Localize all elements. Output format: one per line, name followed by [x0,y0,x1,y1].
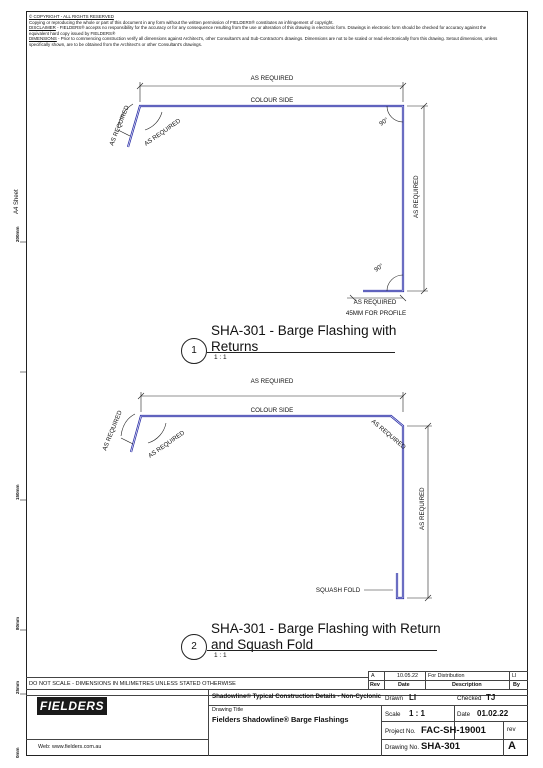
revision-row-date: 10.05.22 [397,673,418,679]
copyright-text: Copying or reproducing the whole or part of this document in any form without the written permission of FIELDERS® constitutes an infringement of copyright. [29,19,334,25]
ruler-label-0: 0mm [15,747,20,758]
view2-title: SHA-301 - Barge Flashing with Return and Squash Fold [211,621,441,652]
drawing-number: SHA-301 [421,741,461,752]
view1-profile-inner [128,106,403,291]
view2-dim-right-corner: AS REQUIRED [369,418,407,451]
date-value: 01.02.22 [477,709,509,718]
dimensions-text: - Prior to commencing construction verify all dimensions against Architect's, other Consultant's and Sub-Contractor's drawings. Dimensions are not to be scaled or read electronically from this drawing. Setout dimensions, unless specifically shown, are to be obtained from the Architect's or other Consultant's drawings. [29,36,498,47]
ruler-label-200: 200mm [15,226,20,242]
copyright-heading: © COPYRIGHT - ALL RIGHTS RESERVED [29,14,114,19]
view2-dim-right: AS REQUIRED [419,487,426,530]
view2-colour-side: COLOUR SIDE [250,407,294,414]
project-number: FAC-SH-19001 [421,725,486,736]
fielders-logo: FIELDERS [37,697,107,715]
rev-label: rev [507,726,516,733]
revision-header-by: By [513,682,520,688]
drawing-number-label: Drawing No. [385,744,420,751]
view2-title-rule [207,650,437,651]
dimensions-heading: DIMENSIONS [29,36,57,42]
drawn-label: Drawn [385,695,403,702]
view1-dim-profile: 45MM FOR PROFILE [345,310,407,317]
revision-row-description: For Distribution [428,673,465,679]
disclaimer-text: - FIELDERS® accepts no responsibility for the accuracy or for any consequence resulting from the use or alteration of this drawing in electronic form. Drawings in electronic form should be checked for accuracy against the equivalent hard copy issued by FIELDERS® [29,25,487,36]
revision-row-rev: A [371,673,375,679]
view1-dim-right: AS REQUIRED [413,175,420,218]
view1-angle-top: 90° [378,116,390,128]
date-label: Date [457,711,471,718]
rev-value: A [508,740,516,752]
view1-number: 1 [191,345,197,356]
drawing-title: Fielders Shadowline® Barge Flashings [212,715,349,724]
drawing-title-label: Drawing Title [212,707,244,713]
checked-value: TJ [486,693,496,702]
view1-title-rule [207,352,395,353]
website-text: Web: www.fielders.com.au [38,744,102,750]
ruler-label-150: 150mm [15,484,20,500]
view1-dim-bottom: AS REQUIRED [353,299,397,306]
view1-colour-side: COLOUR SIDE [250,97,294,104]
revision-header-date: Date [398,682,410,688]
view2-number: 2 [191,641,197,652]
ruler-label-25: 25mm [15,680,20,694]
revision-row-by: LI [512,673,517,679]
sheet-ruler [20,242,26,694]
sheet-size-label: A4 Sheet [14,189,20,214]
ruler-label-80: 80mm [15,616,20,630]
view2-dim-top: AS REQUIRED [250,378,294,385]
view1-title: SHA-301 - Barge Flashing with Returns [211,323,397,354]
view2-dimensions [121,392,432,601]
view1-dim-top: AS REQUIRED [250,75,294,82]
revision-header-description: Description [452,682,482,688]
scale-label: Scale [385,711,401,718]
drawing-series: Shadowline® Typical Construction Details - Non-Cyclonic [212,693,382,700]
drawn-value: LI [409,693,417,702]
revision-header-rev: Rev [370,682,380,688]
checked-label: Checked [457,695,482,702]
view2-scale: 1 : 1 [214,652,227,659]
project-label: Project No. [385,728,416,735]
scale-value: 1 : 1 [409,709,426,718]
view2-dim-left-a: AS REQUIRED [101,409,124,452]
view1-dim-left-b: AS REQUIRED [143,117,183,148]
view1-profile [128,106,403,291]
view1-dim-left-a: AS REQUIRED [108,104,131,147]
view1-angle-bottom: 90° [373,262,385,274]
view2-dim-left-b: AS REQUIRED [147,429,187,460]
view2-squash-fold: SQUASH FOLD [315,587,361,594]
do-not-scale-note: DO NOT SCALE - DIMENSIONS IN MILIMETRES UNLESS STATED OTHERWISE [29,681,236,687]
disclaimer-heading: DISCLAIMER [29,25,56,31]
view1-scale: 1 : 1 [214,354,227,361]
